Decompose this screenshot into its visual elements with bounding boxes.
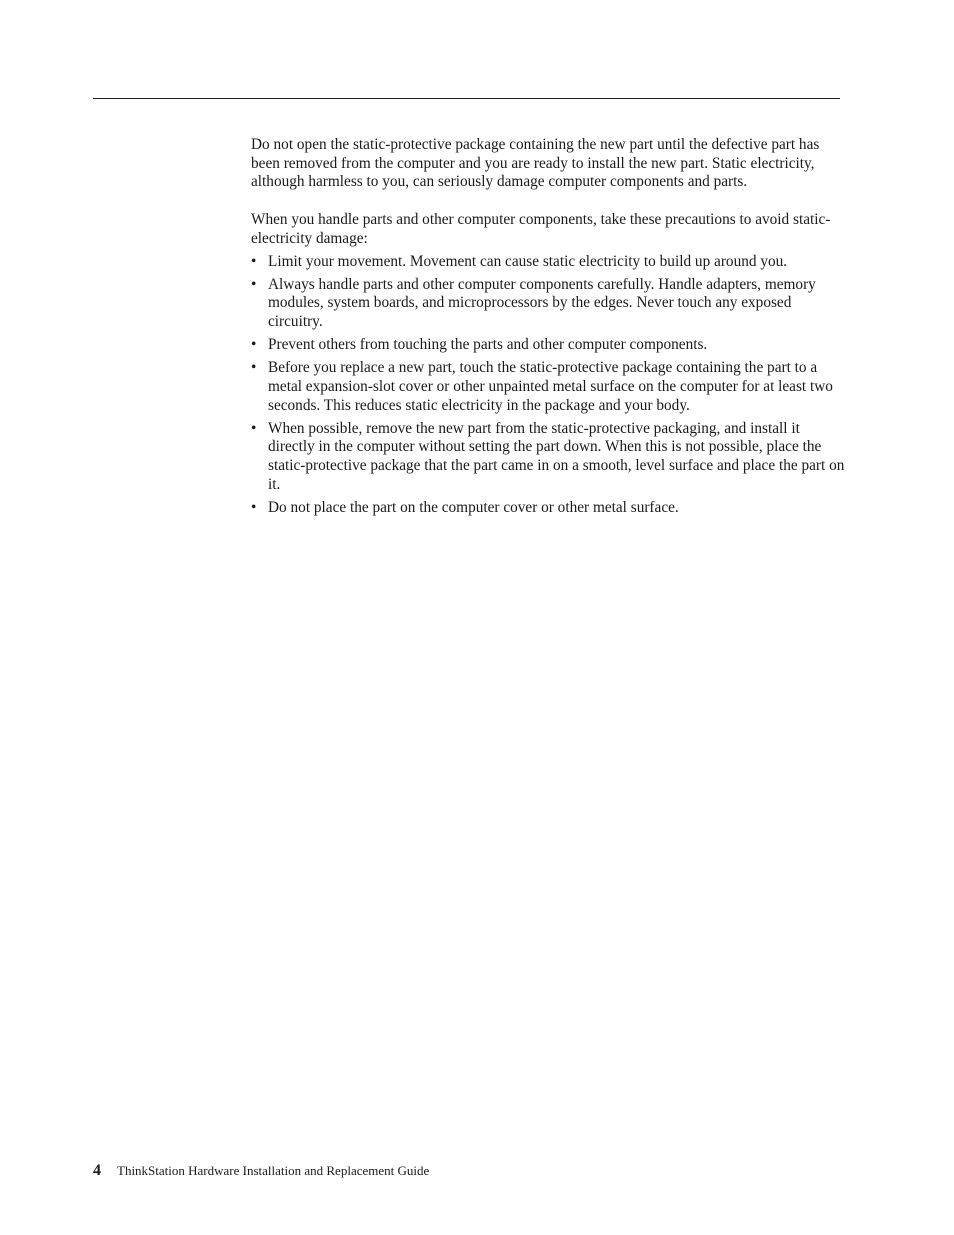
list-item-text: Always handle parts and other computer components carefully. Handle adapters, memory modules, system boards, and microprocessors by the edges. Never touch any exposed circuitry. (268, 275, 816, 331)
bullet-icon: • (251, 252, 257, 270)
list-item-text: Prevent others from touching the parts and other computer components. (268, 336, 708, 354)
static-package-paragraph: Do not open the static-protective package containing the new part until the defective part has been removed from the computer and you are ready to install the new part. Static electricity, although harmless to you, can seriously damage computer components and parts. (251, 136, 820, 191)
bullet-icon: • (251, 275, 257, 293)
list-item-text: Limit your movement. Movement can cause static electricity to build up around you. (268, 252, 788, 270)
list-item (251, 499, 846, 518)
bullet-icon: • (251, 336, 257, 354)
header-rule (93, 98, 840, 99)
guide-title: ThinkStation Hardware Installation and Replacement Guide (117, 1163, 430, 1178)
page-number: 4 (93, 1162, 101, 1179)
list-item (251, 336, 846, 355)
list-item-text: Before you replace a new part, touch the static-protective package containing the part to a metal expansion-slot cover or other unpainted metal surface on the computer for at least two seconds. This reduces static electricity in the package and your body. (268, 359, 833, 414)
main-content (251, 136, 846, 522)
precautions-list (251, 253, 846, 518)
bullet-icon: • (251, 359, 257, 377)
list-item (251, 276, 846, 332)
list-item (251, 359, 846, 415)
bullet-icon: • (251, 498, 257, 516)
list-item (251, 420, 846, 495)
bullet-icon: • (251, 419, 257, 437)
list-item (251, 253, 846, 272)
precautions-intro-paragraph: When you handle parts and other computer components, take these precautions to avoid static-electricity damage: (251, 211, 831, 247)
list-item-text: Do not place the part on the computer cover or other metal surface. (268, 498, 679, 516)
page-footer (93, 1162, 429, 1180)
list-item-text: When possible, remove the new part from the static-protective packaging, and install it directly in the computer without setting the part down. When this is not possible, place the static-protective package that the part came in on a smooth, level surface and place the part on it. (268, 419, 845, 493)
